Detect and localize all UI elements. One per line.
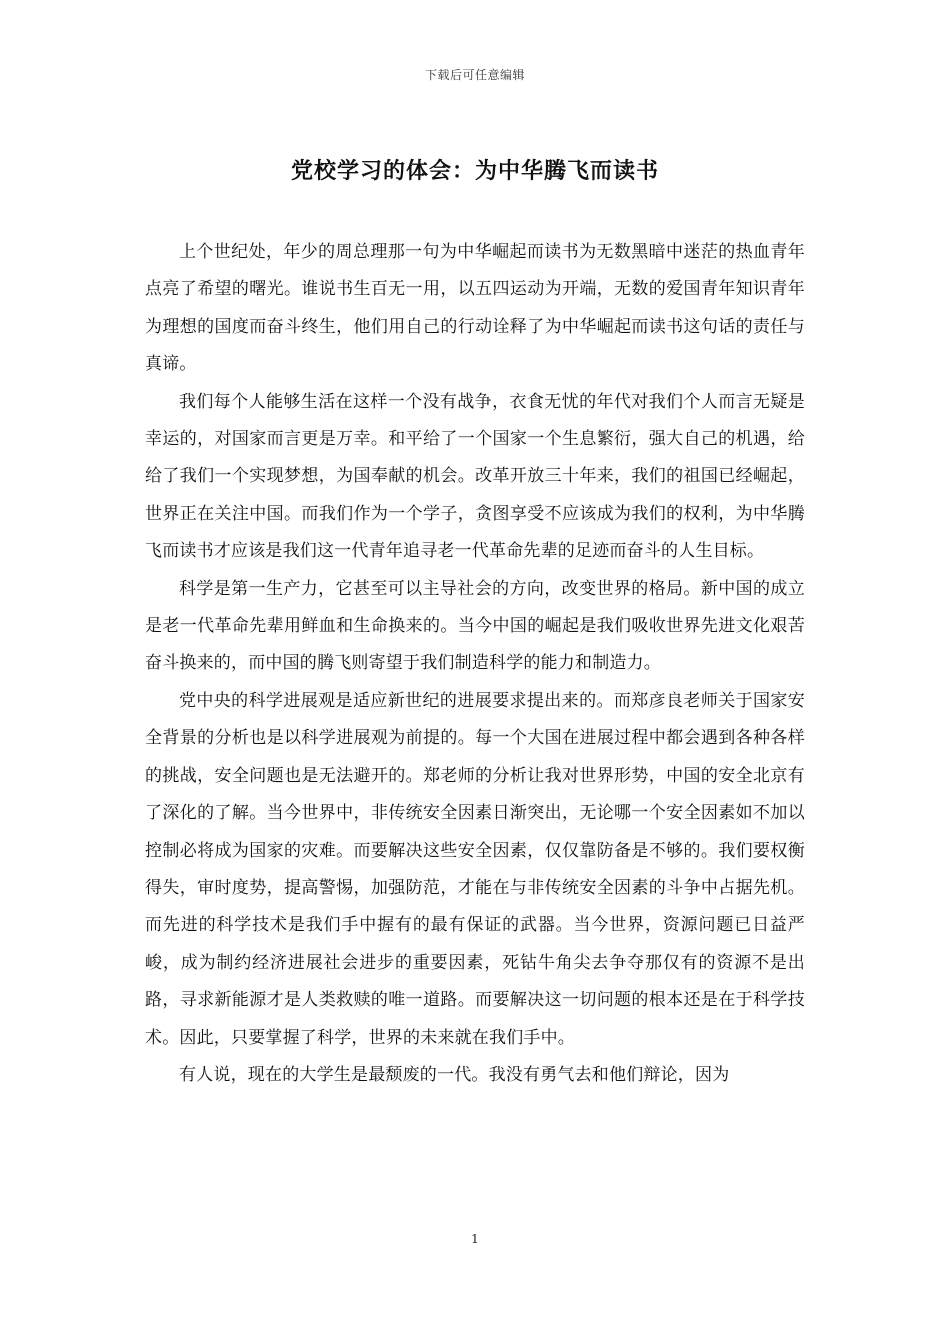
paragraph: 有人说，现在的大学生是最颓废的一代。我没有勇气去和他们辩论，因为 bbox=[179, 1064, 730, 1085]
paragraph: 我们每个人能够生活在这样一个没有战争，衣食无忧的年代对我们个人而言无疑是幸运的，对国家而言更是万幸。和平给了一个国家一个生息繁衍，强大自己的机遇，给给了我们一个实现梦想，为国奉献的机会。改革开放三十年来，我们的祖国已经崛起，世界正在关注中国。而我们作为一个学子，贪图享受不应该成为我们的权利，为中华腾飞而读书才应该是我们这一代青年追寻老一代革命先辈的足迹而奋斗的人生目标。 bbox=[145, 391, 805, 562]
document-body bbox=[145, 234, 805, 1094]
page-number: 1 bbox=[471, 1232, 479, 1246]
paragraph: 科学是第一生产力，它甚至可以主导社会的方向，改变世界的格局。新中国的成立是老一代革命先辈用鲜血和生命换来的。当今中国的崛起是我们吸收世界先进文化艰苦奋斗换来的，而中国的腾飞则寄望于我们制造科学的能力和制造力。 bbox=[145, 578, 805, 674]
paragraph: 党中央的科学进展观是适应新世纪的进展要求提出来的。而郑彦良老师关于国家安全背景的分析也是以科学进展观为前提的。每一个大国在进展过程中都会遇到各种各样的挑战，安全问题也是无法避开的。郑老师的分析让我对世界形势，中国的安全北京有了深化的了解。当今世界中，非传统安全因素日渐突出，无论哪一个安全因素如不加以控制必将成为国家的灾难。而要解决这些安全因素，仅仅靠防备是不够的。我们要权衡得失，审时度势，提高警惕，加强防范，才能在与非传统安全因素的斗争中占据先机。而先进的科学技术是我们手中握有的最有保证的武器。当今世界，资源问题已日益严峻，成为制约经济进展社会进步的重要因素，死钻牛角尖去争夺那仅有的资源不是出路，寻求新能源才是人类救赎的唯一道路。而要解决这一切问题的根本还是在于科学技术。因此，只要掌握了科学，世界的未来就在我们手中。 bbox=[145, 690, 805, 1048]
paragraph: 上个世纪处，年少的周总理那一句为中华崛起而读书为无数黑暗中迷茫的热血青年点亮了希望的曙光。谁说书生百无一用，以五四运动为开端，无数的爱国青年知识青年为理想的国度而奋斗终生，他们用自己的行动诠释了为中华崛起而读书这句话的责任与真谛。 bbox=[145, 242, 805, 375]
header-note: 下载后可任意编辑 bbox=[424, 68, 525, 82]
document-title: 党校学习的体会：为中华腾飞而读书 bbox=[290, 159, 659, 184]
